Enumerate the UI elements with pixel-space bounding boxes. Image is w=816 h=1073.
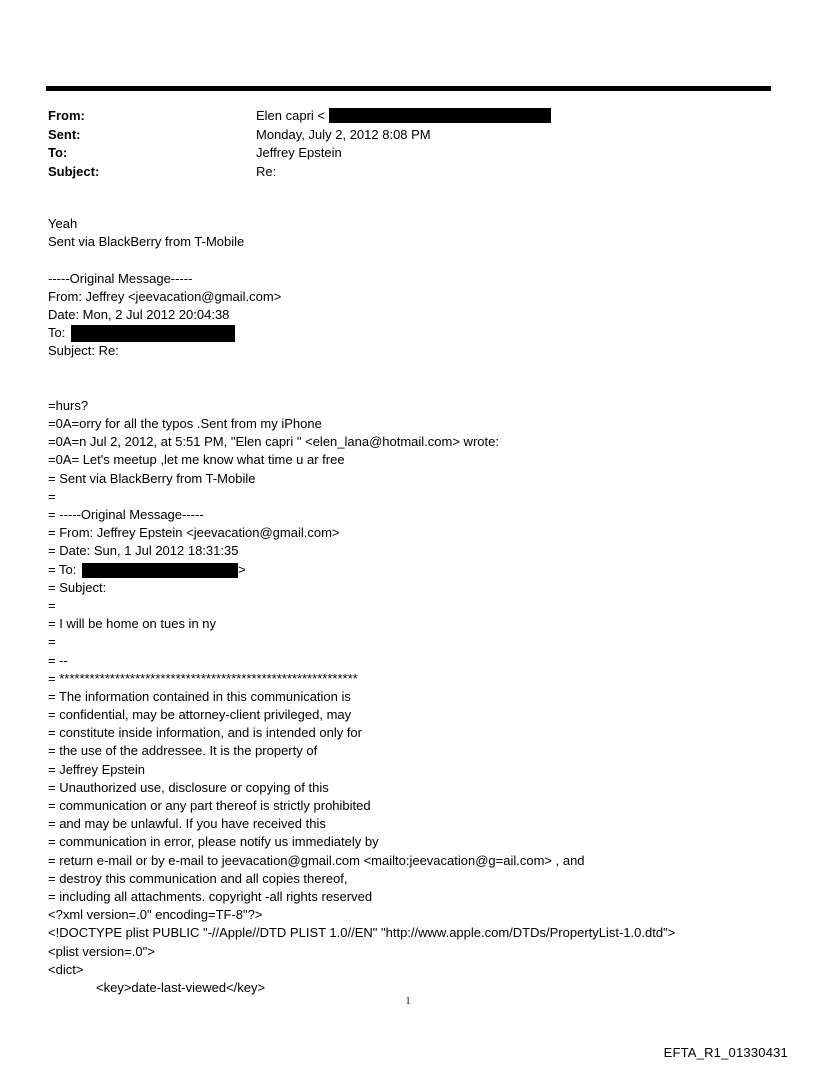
to-line: To: <box>48 324 788 342</box>
header-rule <box>46 86 771 91</box>
body-line: Subject: Re: <box>48 343 119 359</box>
body-line: = the use of the addressee. It is the property of <box>48 743 318 759</box>
body-line: = destroy this communication and all copies thereof, <box>48 870 348 886</box>
redaction-block <box>82 563 238 578</box>
body-line: <plist version=.0"> <box>48 943 155 959</box>
body-line: = including all attachments. copyright -all rights reserved <box>48 888 373 904</box>
blank-line <box>48 251 788 269</box>
page-number: 1 <box>405 996 411 1007</box>
body-line: = communication or any part thereof is strictly prohibited <box>48 798 371 813</box>
body-line: = and may be unlawful. If you have received this <box>48 816 326 832</box>
from-label: From: <box>48 108 85 123</box>
body-line: = confidential, may be attorney-client privileged, may <box>48 707 352 723</box>
to-value: Jeffrey Epstein <box>256 145 342 160</box>
body-line: = Unauthorized use, disclosure or copying of this <box>48 779 329 795</box>
body-line: = Subject: <box>48 579 107 595</box>
body-line: Sent via BlackBerry from T-Mobile <box>48 234 245 250</box>
subject-value: Re: <box>256 163 277 179</box>
body-line: = communication in error, please notify us immediately by <box>48 834 379 850</box>
body-line: = <box>48 634 56 650</box>
body-line: = From: Jeffrey Epstein <jeevacation@gmail.com> <box>48 525 340 541</box>
body-line: = Date: Sun, 1 Jul 2012 18:31:35 <box>48 543 239 559</box>
body-line: =0A=orry for all the typos .Sent from my iPhone <box>48 416 322 432</box>
body-line: = -- <box>48 652 68 668</box>
body-line: = <box>48 597 56 613</box>
subject-label: Subject: <box>48 163 100 179</box>
body-line: =0A=n Jul 2, 2012, at 5:51 PM, "Elen capri " <elen_lana@hotmail.com> wrote: <box>48 434 499 450</box>
body-line: -----Original Message----- <box>48 270 193 286</box>
email-body <box>48 215 788 997</box>
body-line: = *********************************************************** <box>48 670 358 686</box>
document-id: EFTA_R1_01330431 <box>663 1045 788 1060</box>
from-value: Elen capri < <box>256 107 551 126</box>
redaction-block <box>71 325 235 342</box>
body-line: From: Jeffrey <jeevacation@gmail.com> <box>48 288 282 304</box>
body-line: = <box>48 488 56 504</box>
to-label: To: <box>48 145 68 160</box>
blank-line <box>48 361 788 379</box>
sent-label: Sent: <box>48 126 81 142</box>
body-line: =0A= Let's meetup ,let me know what time u ar free <box>48 452 345 468</box>
body-line: = -----Original Message----- <box>48 507 204 522</box>
redaction-block <box>329 108 551 123</box>
body-line: Date: Mon, 2 Jul 2012 20:04:38 <box>48 306 230 322</box>
sent-value: Monday, July 2, 2012 8:08 PM <box>256 126 431 142</box>
body-line: = constitute inside information, and is intended only for <box>48 725 362 741</box>
body-line: =hurs? <box>48 397 89 413</box>
body-line: = The information contained in this communication is <box>48 688 351 704</box>
body-line: <!DOCTYPE plist PUBLIC "-//Apple//DTD PLIST 1.0//EN" "http://www.apple.com/DTDs/PropertyList-1.0.dtd"> <box>48 925 676 941</box>
body-line: = Sent via BlackBerry from T-Mobile <box>48 470 256 486</box>
to-line: = To: > <box>48 561 246 577</box>
body-line: <?xml version=.0" encoding=TF-8"?> <box>48 907 263 923</box>
body-line: <dict> <box>48 961 84 977</box>
body-line: = return e-mail or by e-mail to jeevacation@gmail.com <mailto:jeevacation@g=ail.com> , and <box>48 852 585 868</box>
body-line: = Jeffrey Epstein <box>48 761 145 777</box>
body-line: = I will be home on tues in ny <box>48 616 217 632</box>
blank-line <box>48 379 788 397</box>
body-line: Yeah <box>48 216 78 231</box>
body-line: <key>date-last-viewed</key> <box>96 979 266 995</box>
